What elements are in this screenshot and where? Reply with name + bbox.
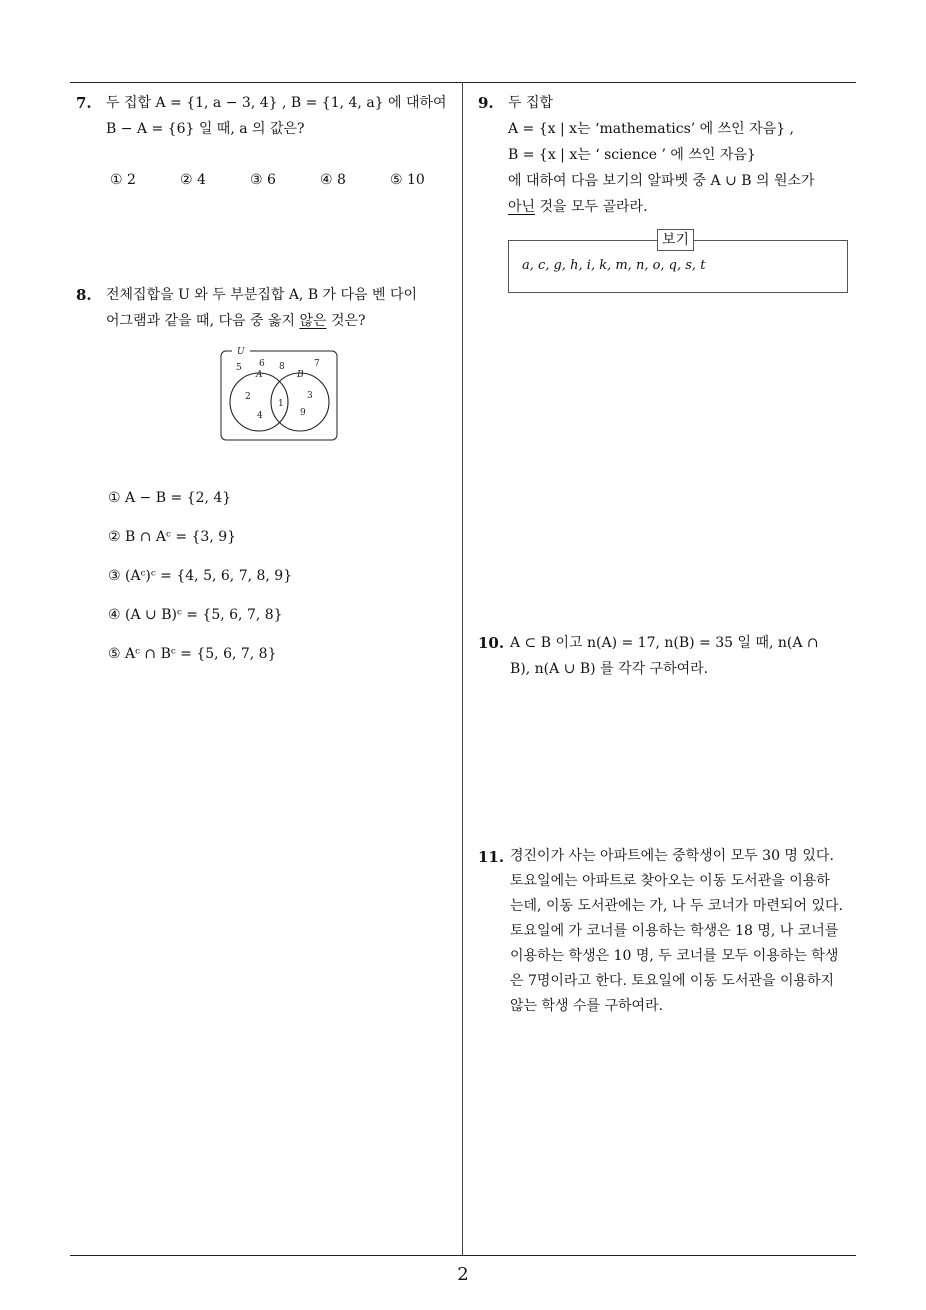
question-text	[508, 90, 858, 220]
set-b-definition: B = {x | x는 ‘ science ’ 에 쓰인 자음}	[508, 147, 756, 163]
question-number: 9.	[478, 94, 494, 112]
question-line-part: 어그램과 같을 때, 다음 중 옳지	[106, 313, 300, 329]
choice-5[interactable]: ⑤ Aᶜ ∩ Bᶜ = {5, 6, 7, 8}	[108, 646, 277, 662]
question-line: 경진이가 사는 아파트에는 중학생이 모두 30 명 있다.	[510, 848, 834, 864]
bogi-content: a, c, g, h, i, k, m, n, o, q, s, t	[522, 258, 706, 273]
choice-1[interactable]: ① A − B = {2, 4}	[108, 490, 232, 506]
question-line-part: 것을 모두 골라라.	[535, 199, 648, 215]
question-line: 토요일에 가 코너를 이용하는 학생은 18 명, 나 코너를	[510, 923, 839, 939]
question-number: 8.	[76, 286, 92, 304]
set-a-definition: A = {x | x는 ‘mathematics’ 에 쓰인 자음} ,	[508, 121, 795, 137]
choice-5[interactable]: ⑤ 10	[390, 172, 425, 188]
page-number: 2	[457, 1264, 469, 1285]
choice-4[interactable]: ④ 8	[320, 172, 346, 188]
choice-3[interactable]: ③ (Aᶜ)ᶜ = {4, 5, 6, 7, 8, 9}	[108, 568, 293, 584]
venn-element: 7	[314, 359, 320, 369]
set-a-label: A	[256, 370, 263, 380]
question-number: 11.	[478, 848, 505, 866]
venn-element: 8	[279, 362, 285, 372]
question-text	[510, 630, 860, 682]
choice-3[interactable]: ③ 6	[250, 172, 276, 188]
venn-element: 1	[278, 399, 284, 409]
venn-element: 5	[236, 363, 242, 373]
venn-element: 4	[257, 411, 263, 421]
question-line: 에 대하여 다음 보기의 알파벳 중 A ∪ B 의 원소가	[508, 173, 815, 189]
question-line: 는데, 이동 도서관에는 가, 나 두 코너가 마련되어 있다.	[510, 898, 843, 914]
question-line: 전체집합을 U 와 두 부분집합 A, B 가 다음 벤 다이	[106, 287, 418, 303]
question-line: 토요일에는 아파트로 찾아오는 이동 도서관을 이용하	[510, 873, 830, 889]
venn-element: 3	[307, 391, 313, 401]
top-rule	[70, 82, 856, 83]
underlined-word: 않은	[299, 313, 327, 329]
question-line: 두 집합	[508, 95, 554, 111]
column-divider	[462, 82, 463, 1256]
question-number: 10.	[478, 634, 505, 652]
question-line	[508, 194, 858, 220]
choice-1[interactable]: ① 2	[110, 172, 136, 188]
choice-2[interactable]: ② B ∩ Aᶜ = {3, 9}	[108, 529, 237, 545]
question-line: 않는 학생 수를 구하여라.	[510, 998, 664, 1014]
question-text	[106, 90, 456, 142]
question-line: 은 7명이라고 한다. 토요일에 이동 도서관을 이용하지	[510, 973, 835, 989]
question-number: 7.	[76, 94, 92, 112]
bottom-rule	[70, 1255, 856, 1256]
set-b-label: B	[297, 370, 304, 380]
choice-4[interactable]: ④ (A ∪ B)ᶜ = {5, 6, 7, 8}	[108, 607, 283, 623]
underlined-word: 아닌	[508, 199, 536, 215]
universe-label: U	[237, 347, 245, 357]
venn-diagram	[218, 344, 342, 446]
question-line: 두 집합 A = {1, a − 3, 4} , B = {1, 4, a} 에 대하여	[106, 95, 447, 111]
question-line: A ⊂ B 이고 n(A) = 17, n(B) = 35 일 때, n(A ∩	[510, 635, 819, 651]
venn-element: 2	[245, 392, 251, 402]
question-line: B), n(A ∪ B) 를 각각 구하여라.	[510, 661, 709, 677]
venn-element: 9	[300, 408, 306, 418]
venn-element: 6	[259, 359, 265, 369]
question-text	[510, 844, 860, 1019]
question-line-part: 것은?	[326, 313, 366, 329]
question-text	[106, 282, 456, 334]
bogi-title: 보기	[657, 229, 694, 251]
question-line: B − A = {6} 일 때, a 의 값은?	[106, 121, 305, 137]
choice-2[interactable]: ② 4	[180, 172, 206, 188]
question-line	[106, 308, 456, 334]
question-line: 이용하는 학생은 10 명, 두 코너를 모두 이용하는 학생	[510, 948, 839, 964]
